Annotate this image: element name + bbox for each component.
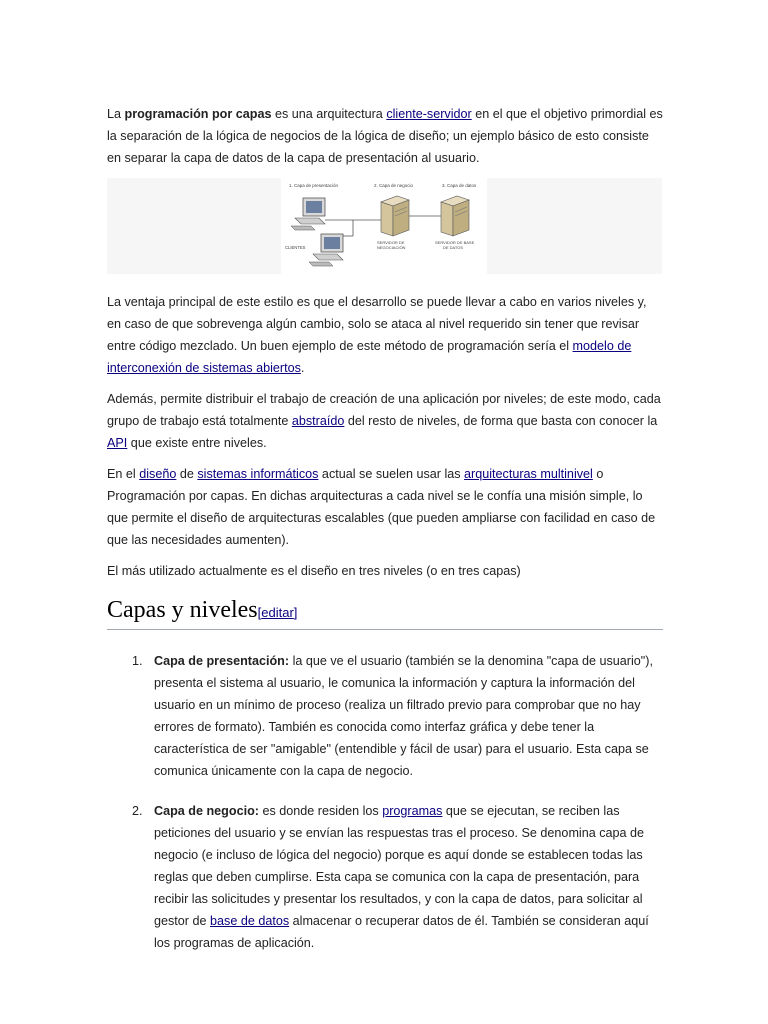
list-number: 2. — [132, 804, 143, 818]
three-tier-paragraph: El más utilizado actualmente es el diseño en tres niveles (o en tres capas) — [107, 564, 521, 578]
layers-list — [107, 650, 663, 954]
diagram-label-business-server-2: NEGOCIACIÓN — [377, 245, 406, 250]
diagram-label-db-server-2: DE DATOS — [443, 245, 464, 250]
section-title: Capas y niveles — [107, 597, 258, 623]
article-content — [107, 103, 663, 972]
intro-paragraph: La programación por capas es una arquitectura cliente-servidor en el que el objetivo primordial es la separación de la lógica de negocios de la lógica de diseño; un ejemplo básico de esto consiste en separar la capa de datos de la capa de presentación al usuario. — [107, 107, 663, 165]
link-sistemas-informaticos[interactable]: sistemas informáticos — [197, 467, 319, 481]
design-paragraph: En el diseño de sistemas informáticos actual se suelen usar las arquitecturas multinivel o Programación por capas. En dichas arquitecturas a cada nivel se le confía una misión simple, lo que permite el diseño de arquitecturas escalables (que pueden ampliarse con facilidad en caso de que las necesidades aumenten). — [107, 467, 656, 547]
intro-bold-term: programación por capas — [124, 107, 272, 121]
link-arquitecturas-multinivel[interactable]: arquitecturas multinivel — [464, 467, 593, 481]
list-item-term: Capa de presentación: — [154, 654, 290, 668]
distribution-paragraph: Además, permite distribuir el trabajo de creación de una aplicación por niveles; de este modo, cada grupo de trabajo está totalmente abstraído del resto de niveles, de forma que basta con conocer la API que existe entre niveles. — [107, 392, 661, 450]
edit-section-link[interactable]: editar — [261, 605, 294, 620]
list-item-presentation-layer: 1. Capa de presentación: la que ve el usuario (también se la denomina "capa de usuario"), presenta el sistema al usuario, le comunica la información y captura la información del usuario en un mínimo de proceso (realiza un filtrado previo para comprobar que no hay errores de formato). También es conocida como interfaz gráfica y debe tener la característica de ser "amigable" (entendible y fácil de usar) para el usuario. Esta capa se comunica únicamente con la capa de negocio. — [107, 650, 663, 782]
section-edit: [editar] — [257, 605, 298, 620]
list-item-term: Capa de negocio: — [154, 804, 259, 818]
architecture-diagram — [107, 178, 662, 274]
database-server-icon — [441, 196, 469, 236]
link-cliente-servidor[interactable]: cliente-servidor — [386, 107, 472, 121]
link-modelo-osi[interactable]: modelo de interconexión de sistemas abiertos — [107, 339, 632, 375]
diagram-svg — [281, 178, 487, 274]
diagram-label-data: 3. Capa de datos — [442, 183, 477, 188]
list-number: 1. — [132, 654, 143, 668]
diagram-label-clients: CLIENTES — [285, 245, 306, 250]
link-diseno[interactable]: diseño — [139, 467, 177, 481]
diagram-label-business: 2. Capa de negocio — [374, 183, 414, 188]
link-base-de-datos[interactable]: base de datos — [210, 914, 290, 928]
server-icon — [381, 196, 409, 236]
list-item-business-layer: 2. Capa de negocio: es donde residen los programas que se ejecutan, se reciben las peticiones del usuario y se envían las respuestas tras el proceso. Se denomina capa de negocio (e incluso de lógica del negocio) porque es aquí donde se establecen todas las reglas que deben cumplirse. Esta capa se comunica con la capa de presentación, para recibir las solicitudes y presentar los resultados, y con la capa de datos, para solicitar al gestor de base de datos almacenar o recuperar datos de él. También se consideran aquí los programas de aplicación. — [107, 800, 663, 954]
diagram-label-business-server-1: SERVIDOR DE — [377, 240, 405, 245]
diagram-label-db-server-1: SERVIDOR DE BASE — [435, 240, 475, 245]
link-abstraido[interactable]: abstraído — [291, 414, 345, 428]
link-programas[interactable]: programas — [382, 804, 443, 818]
advantage-paragraph: La ventaja principal de este estilo es que el desarrollo se puede llevar a cabo en varios niveles y, en caso de que sobrevenga algún cambio, solo se ataca al nivel requerido sin tener que revisar entre código mezclado. Un buen ejemplo de este método de programación sería el modelo de interconexión de sistemas abiertos. — [107, 295, 647, 375]
diagram-label-presentation: 1. Capa de presentación — [289, 183, 339, 188]
section-heading — [107, 595, 663, 630]
link-api[interactable]: API — [107, 436, 128, 450]
